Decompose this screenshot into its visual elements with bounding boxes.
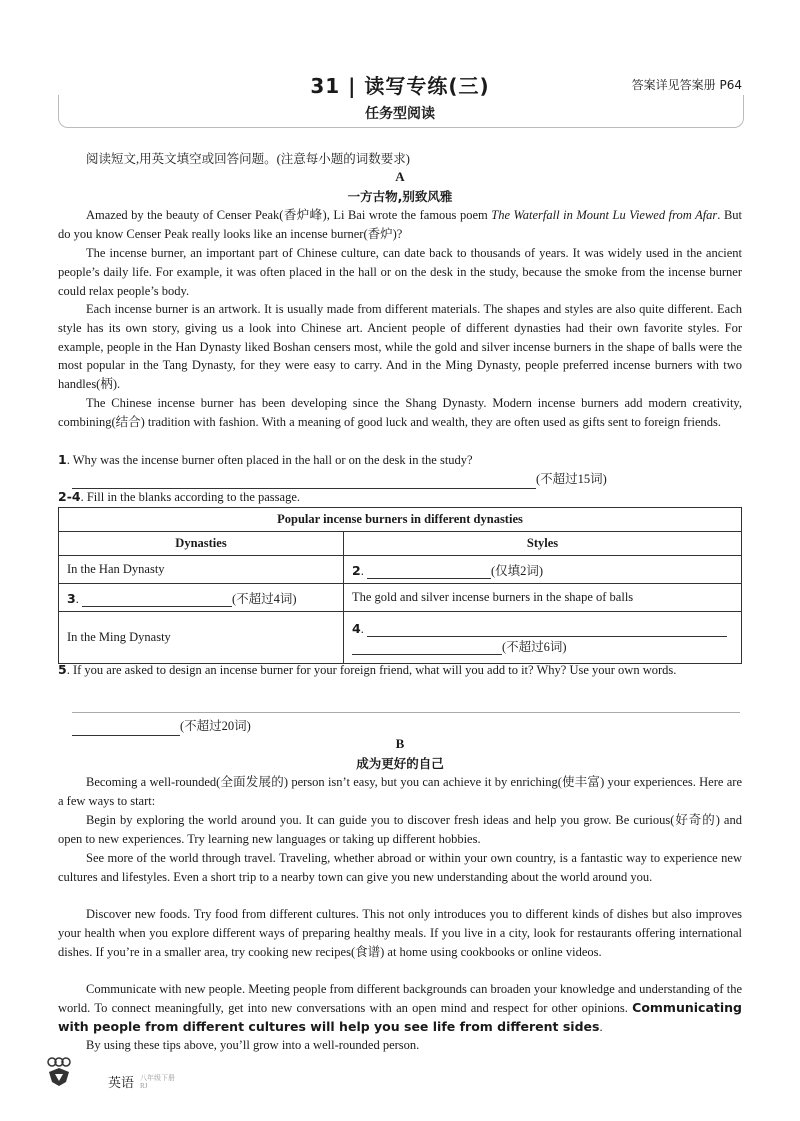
cell-answer-4: 4. (不超过6词)	[344, 612, 742, 664]
p5-end: .	[599, 1019, 603, 1034]
question-1	[58, 451, 742, 470]
answer-line-1	[72, 470, 742, 489]
passage-b-letter: B	[395, 736, 405, 751]
dynasty-table	[58, 507, 742, 664]
question-number: 2-4	[58, 489, 81, 504]
question-number: 2	[352, 562, 361, 578]
question-text: . Fill in the blanks according to the passage.	[80, 490, 300, 504]
passage-a-paragraph-3: Each incense burner is an artwork. It is usually made from different materials. The shapes and styles are also quite different. Each style has its own story, giving us a look into Chinese art. Ancient people of different dynasties had their own favorite styles. For example, people in the Han Dynasty liked Boshan censers most, while the gold and silver incense burners in the shape of balls were the most popular in the Tang Dynasty, for they were easy to carry. And in the Ming Dynasty, people preferred incense burners with two handles(柄).	[58, 302, 742, 392]
answer-blank[interactable]	[367, 564, 491, 579]
footer-grade-line-1: 八年级下册	[140, 1074, 175, 1082]
passage-a-letter: A	[395, 169, 405, 184]
answer-line-5b	[72, 717, 742, 736]
passage-b-title: 成为更好的自己	[356, 756, 444, 771]
footer-logo	[44, 1054, 74, 1088]
word-limit: (仅填2词)	[490, 563, 544, 578]
answer-blank[interactable]	[367, 622, 727, 637]
answer-line-5a[interactable]	[72, 712, 740, 713]
table-caption: Popular incense burners in different dynasties	[59, 508, 742, 532]
passage-a-paragraph-4: The Chinese incense burner has been developing since the Shang Dynasty. Modern incense burners add modern creativity, combining(结合) tradition with fashion. With a meaning of good luck and wealth, they are often used as gifts sent to foreign friends.	[58, 396, 742, 429]
question-number: 1	[58, 452, 67, 467]
passage-b-paragraph-2: Begin by exploring the world around you. It can guide you to discover fresh ideas and help you grow. Be curious(好奇的) and open to new experiences. Try learning new languages or taking up different hobbies.	[58, 813, 742, 846]
passage-a-title: 一方古物,别致风雅	[347, 189, 453, 204]
word-limit: (不超过6词)	[502, 639, 567, 654]
key-sentence: Communicating with people from different cultures will help you see life from different sides	[58, 999, 742, 1034]
column-header-dynasties: Dynasties	[59, 532, 344, 556]
passage-b-paragraph-1: Becoming a well-rounded(全面发展的) person isn’t easy, but you can achieve it by enriching(使丰富) your experiences. Here are a few ways to start:	[58, 775, 742, 808]
footer-grade	[140, 1074, 175, 1090]
question-text: . Why was the incense burner often placed in the hall or on the desk in the study?	[66, 453, 473, 467]
question-5	[58, 661, 742, 680]
question-2-4	[58, 488, 742, 507]
footer-subject: 英语	[108, 1076, 135, 1091]
p1-part-b: . But do you know Censer Peak really looks like an incense burner(香炉)?	[58, 208, 743, 241]
cell-gold-silver-burners: The gold and silver incense burners in the shape of balls	[344, 584, 742, 612]
cell-ming-dynasty: In the Ming Dynasty	[59, 612, 344, 664]
passage-b-paragraph-6: By using these tips above, you’ll grow into a well-rounded person.	[86, 1038, 420, 1052]
answer-blank[interactable]	[82, 592, 232, 607]
question-text: . If you are asked to design an incense burner for your foreign friend, what will you add to it? Why? Use your own words.	[66, 663, 677, 677]
answer-reference: 答案详见答案册 P64	[631, 78, 742, 92]
answer-blank[interactable]	[72, 474, 536, 489]
cell-answer-2: 2. (仅填2词)	[344, 556, 742, 584]
passage-b-paragraph-4: Discover new foods. Try food from different cultures. This not only introduces you to different kinds of dishes but also improves your health when you explore different ways of preparing healthy meals. If you live in a city, look for restaurants offering international dishes. If you’re in a smaller area, try cooking new recipes(食谱) at home using cookbooks or online videos.	[58, 907, 742, 959]
question-number: 3	[67, 590, 76, 606]
instructions: 阅读短文,用英文填空或回答问题。(注意每小题的词数要求)	[86, 152, 410, 166]
p5-part-a: Communicate with new people. Meeting people from different backgrounds can broaden your knowledge and understanding of the world. To connect meaningfully, get into new conversations with an open mind and respect for other opinions.	[58, 982, 742, 1015]
section-title: 任务型阅读	[365, 106, 435, 122]
word-limit: (不超过20词)	[180, 719, 251, 733]
word-limit: (不超过15词)	[536, 472, 607, 486]
passage-b-paragraph-5	[58, 980, 742, 1036]
passage-b-paragraph-3: See more of the world through travel. Traveling, whether abroad or within your own country, is a fantastic way to experience new cultures and lifestyles. Even a short trip to a nearby town can give you new understanding about the world around you.	[58, 851, 742, 884]
question-number: 5	[58, 662, 67, 677]
answer-blank[interactable]	[72, 721, 180, 736]
column-header-styles: Styles	[344, 532, 742, 556]
p1-part-a: Amazed by the beauty of Censer Peak(香炉峰), Li Bai wrote the famous poem	[86, 208, 492, 222]
passage-a-paragraph-1	[58, 206, 742, 244]
cell-han-dynasty: In the Han Dynasty	[59, 556, 344, 584]
cell-answer-3: 3. (不超过4词)	[59, 584, 344, 612]
word-limit: (不超过4词)	[231, 591, 297, 606]
footer-grade-line-2: RJ	[140, 1082, 148, 1090]
passage-a-paragraph-2: The incense burner, an important part of Chinese culture, can date back to thousands of years. It was widely used in the ancient people’s daily life. For example, it was often placed in the hall or on the desk in the study, because the smoke from the incense burner could relax people’s body.	[58, 246, 742, 298]
answer-blank-2[interactable]	[352, 640, 502, 655]
poem-title: The Waterfall in Mount Lu Viewed from Afar	[491, 208, 718, 222]
question-number: 4	[352, 620, 361, 636]
page-title: 31 | 读写专练(三)	[310, 74, 490, 98]
